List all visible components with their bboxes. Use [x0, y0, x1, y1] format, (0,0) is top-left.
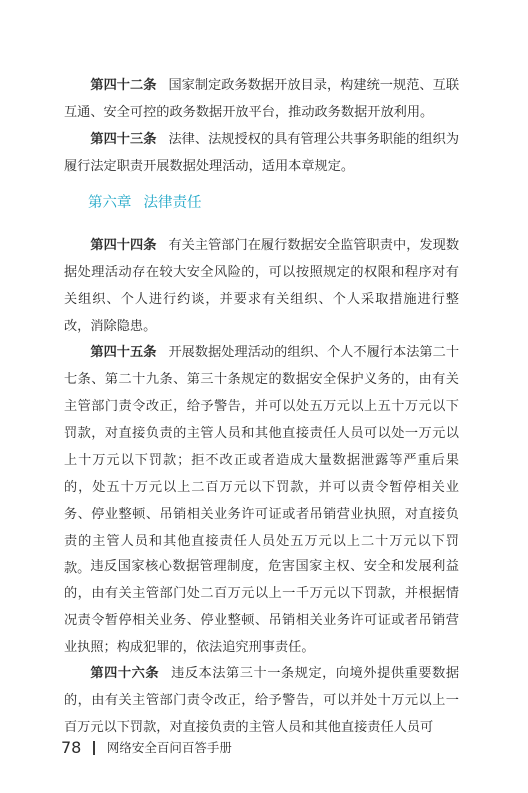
page-footer: [61, 738, 232, 758]
article-45-text: 开展数据处理活动的组织、个人不履行本法第二十七条、第二十九条、第三十条规定的数据安全保护义务的，由有关主管部门责令改正，给予警告，并可以处五万元以上五十万元以下罚款，对直接负责的主管人员和其他直接责任人员可以处一万元以上十万元以下罚款；拒不改正或者造成大量数据泄露等严重后果的，处五十万元以上二百万元以下罚款，并可以责令暂停相关业务、停业整顿、吊销相关业务许可证或者吊销营业执照，对直接负责的主管人员和其他直接责任人员处五万元以上二十万元以下罚款。: [64, 345, 460, 576]
chapter-title: 法律责任: [143, 195, 202, 211]
chapter-number: 第六章: [88, 195, 132, 211]
article-45-text-2: 违反国家核心数据管理制度，危害国家主权、安全和发展利益的，由有关主管部门处二百万元以上一千万元以下罚款，并根据情况责令暂停相关业务、停业整顿、吊销相关业务许可证或者吊销营业执照；构成犯罪的，依法追究刑事责任。: [64, 559, 459, 655]
article-44: [64, 232, 459, 340]
article-46: [64, 660, 459, 741]
article-45: [64, 339, 459, 582]
article-43-label: 第四十三条: [90, 132, 157, 147]
article-42-text: 国家制定政务数据开放目录，构建统一规范、互联互通、安全可控的政务数据开放平台，推动政务数据开放利用。: [64, 78, 460, 120]
chapter-heading: [88, 190, 202, 216]
footer-divider: [93, 741, 95, 755]
book-title: 网络安全百问百答手册: [106, 740, 232, 755]
article-43: [64, 126, 459, 180]
article-42: [64, 72, 459, 126]
article-44-label: 第四十四条: [90, 238, 157, 253]
page-number: 78: [61, 738, 82, 757]
article-43-text: 法律、法规授权的具有管理公共事务职能的组织为履行法定职责开展数据处理活动，适用本章规定。: [64, 132, 460, 174]
article-46-text: 违反本法第三十一条规定，向境外提供重要数据的，由有关主管部门责令改正，给予警告，可以并处十万元以上一百万元以下罚款，对直接负责的主管人员和其他直接责任人员可: [64, 666, 460, 735]
article-44-text: 有关主管部门在履行数据安全监管职责中，发现数据处理活动存在较大安全风险的，可以按照规定的权限和程序对有关组织、个人进行约谈，并要求有关组织、个人采取措施进行整改，消除隐患。: [64, 238, 460, 334]
article-45-paragraph-2: [64, 553, 459, 661]
article-45-label: 第四十五条: [90, 345, 157, 360]
article-46-label: 第四十六条: [90, 666, 160, 681]
article-42-label: 第四十二条: [90, 78, 157, 93]
